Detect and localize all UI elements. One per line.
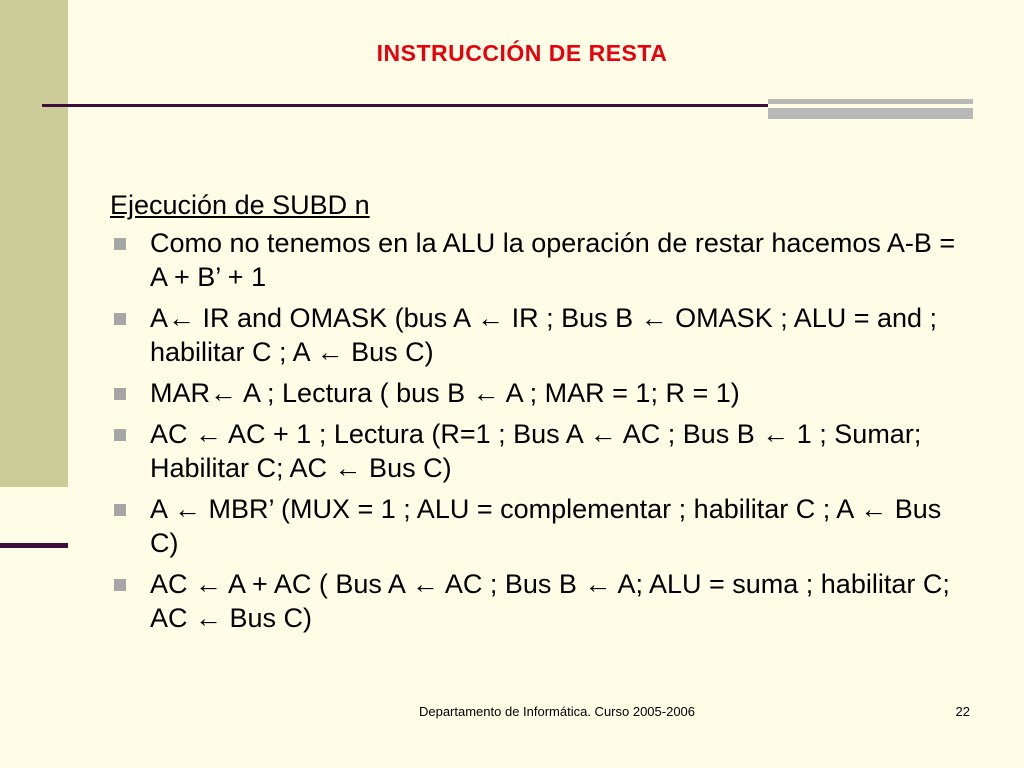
slide-title: INSTRUCCIÓN DE RESTA: [376, 40, 668, 66]
bullet-text: AC ← A + AC ( Bus A ← AC ; Bus B ← A; ALU = suma ; habilitar C; AC ← Bus C): [150, 569, 950, 633]
square-bullet-icon: [114, 429, 126, 441]
footer-text: Departamento de Informática. Curso 2005-2006: [418, 704, 696, 719]
left-accent-rule: [0, 543, 68, 548]
square-bullet-icon: [114, 313, 126, 325]
slide-body: [110, 188, 960, 642]
bullet-text: MAR← A ; Lectura ( bus B ← A ; MAR = 1; R = 1): [150, 378, 740, 408]
title-accent-block: [768, 99, 973, 119]
square-bullet-icon: [114, 238, 126, 250]
bullet-text: AC ← AC + 1 ; Lectura (R=1 ; Bus A ← AC ; Bus B ← 1 ; Sumar; Habilitar C; AC ← Bus C): [150, 419, 922, 483]
list-item: [110, 492, 960, 560]
bullet-text: A ← MBR’ (MUX = 1 ; ALU = complementar ; habilitar C ; A ← Bus C): [150, 494, 942, 558]
square-bullet-icon: [114, 579, 126, 591]
square-bullet-icon: [114, 388, 126, 400]
list-item: [110, 226, 960, 294]
section-heading: Ejecución de SUBD n: [110, 190, 370, 220]
list-item: [110, 567, 960, 635]
left-accent-band: [0, 0, 68, 487]
bullet-text: A← IR and OMASK (bus A ← IR ; Bus B ← OMASK ; ALU = and ; habilitar C ; A ← Bus C): [150, 303, 938, 367]
page-number: 22: [955, 704, 970, 719]
title-divider: [42, 104, 787, 107]
list-item: [110, 417, 960, 485]
bullet-list: [110, 226, 960, 635]
square-bullet-icon: [114, 504, 126, 516]
list-item: [110, 301, 960, 369]
list-item: [110, 376, 960, 410]
bullet-text: Como no tenemos en la ALU la operación de restar hacemos A-B = A + B’ + 1: [150, 228, 956, 292]
